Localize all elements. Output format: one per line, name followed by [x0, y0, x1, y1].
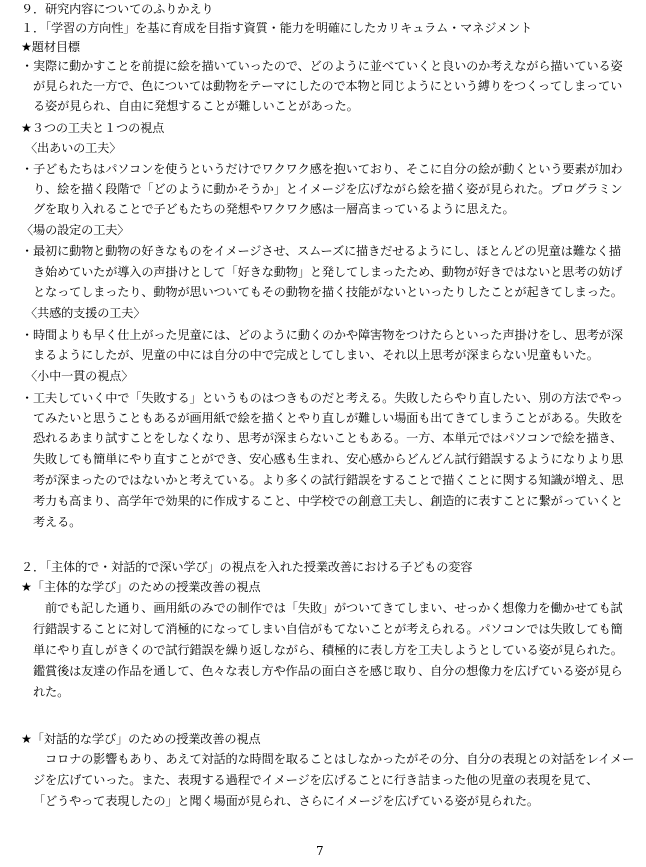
paragraph-line: 最初に動物と動物の好きなものをイメージさせ、スムーズに描きだせるようにし、ほとんどの児童は難なく描	[33, 244, 621, 258]
paragraph-line: 単にやり直しがきくので試行錯誤を繰り返しながら、積極的に表し方を工夫しようとしている姿が見られた。	[33, 643, 623, 657]
paragraph-line: 子どもたちはパソコンを使うというだけでワクワク感を抱いており、そこに自分の絵が動くという要素が加わ	[33, 162, 623, 176]
page-number: 7	[316, 844, 324, 858]
paragraph-line: コロナの影響もあり、あえて対話的な時間を取ることはしなかったがその分、自分の表現との対話をレイメー	[45, 752, 635, 766]
bullet-marker: ・	[21, 162, 34, 176]
subsection-title: ★「主体的な学び」のための授業改善の視点	[21, 580, 261, 594]
bullet-marker: ・	[21, 244, 34, 258]
paragraph-line: 実際に動かすことを前提に絵を描いていったので、どのように並べていくと良いのか考えながら描いている姿	[33, 59, 623, 73]
paragraph-line: 鑑賞後は友達の作品を通して、色々な表し方や作品の面白さを感じ取り、自分の想像力を広げている姿が見ら	[33, 664, 623, 678]
bullet-marker: ・	[21, 391, 34, 405]
paragraph-line: 失敗しても簡単にやり直すことができ、安心感も生まれ、安心感からどんどん試行錯誤するようになりより思	[33, 452, 624, 466]
paragraph-line: 工夫していく中で「失敗する」というものはつきものだと考える。失敗したらやり直したい、別の方法でやっ	[33, 391, 623, 405]
subsection-title: 〈出あいの工夫〉	[25, 141, 122, 155]
paragraph-line: となってしまったり、動物が思いついてもその動物を描く技能がないといったりしたことが起きてしまった。	[33, 285, 623, 299]
paragraph-line: る姿が見られ、自由に発想することが難しいことがあった。	[33, 99, 359, 113]
three-ideas-title: ★３つの工夫と１つの視点	[21, 121, 165, 135]
paragraph-line: 考える。	[33, 515, 82, 529]
paragraph-line: てみたいと思うこともあるが画用紙で絵を描くとやり直しが難しい場面も出てきてしまうことがある。失敗を	[33, 411, 623, 425]
bullet-marker: ・	[21, 328, 34, 342]
part2-heading: ２．「主体的で・対話的で深い学び」の視点を入れた授業改善における子どもの変容	[21, 560, 473, 574]
paragraph-line: れた。	[33, 685, 70, 699]
paragraph-line: グを取り入れることで子どもたちの発想やワクワク感は一層高まっているように思えた。	[33, 202, 515, 216]
bullet-marker: ・	[21, 59, 34, 73]
subsection-title: ★「対話的な学び」のための授業改善の視点	[21, 732, 261, 746]
paragraph-line: き始めていたが導入の声掛けとして「好きな動物」と発してしまったため、動物が好きではないと思考の妨げ	[33, 265, 623, 279]
paragraph-line: 行錯誤することに対して消極的になってしまい自信がもてないことが考えられる。パソコンでは失敗しても簡	[33, 622, 623, 636]
part1-heading: １．「学習の方向性」を基に育成を目指す資質・能力を明確にしたカリキュラム・マネジメント	[21, 21, 533, 35]
paragraph-line: 考力も高まり、高学年で効果的に作成すること、中学校での創意工夫し、創造的に表すことに繋がっていくと	[33, 494, 623, 508]
paragraph-line: 前でも記した通り、画用紙のみでの制作では「失敗」がついてきてしまい、せっかく想像力を働かせても試	[45, 601, 623, 615]
paragraph-line: 考が深まったのではないかと考えている。より多くの試行錯誤をすることで描くことに関する知識が増え、思	[33, 473, 624, 487]
paragraph-line: 「どうやって表現したの」と聞く場面が見られ、さらにイメージを広げている姿が見られた。	[33, 794, 539, 808]
subsection-title: 〈共感的支援の工夫〉	[25, 306, 146, 320]
topic-title: ★題材目標	[21, 40, 80, 54]
paragraph-line: ジを広げていった。また、表現する過程でイメージを広げることに行き詰まった他の児童の表現を見て、	[33, 773, 599, 787]
paragraph-line: り、絵を描く段階で「どのように動かそうか」とイメージを広げながら絵を描く姿が見られた。プログラミン	[33, 182, 623, 196]
paragraph-line: 時間よりも早く仕上がった児童には、どのように動くのかや障害物をつけたらといった声掛けをし、思考が深	[33, 328, 623, 342]
section-heading: ９．研究内容についてのふりかえり	[21, 2, 214, 16]
paragraph-line: が見られた一方で、色については動物をテーマにしたので本物と同じようにという縛りをつくってしまってい	[33, 79, 623, 93]
subsection-title: 〈小中一貫の視点〉	[25, 369, 134, 383]
subsection-title: 〈場の設定の工夫〉	[21, 223, 130, 237]
paragraph-line: 恐れるあまり試すことをしなくなり、思考が深まらないこともある。一方、本単元ではパソコンで絵を描き、	[33, 431, 623, 445]
paragraph-line: まるようにしたが、児童の中には自分の中で完成としてしまい、それ以上思考が深まらない児童もいた。	[33, 348, 599, 362]
